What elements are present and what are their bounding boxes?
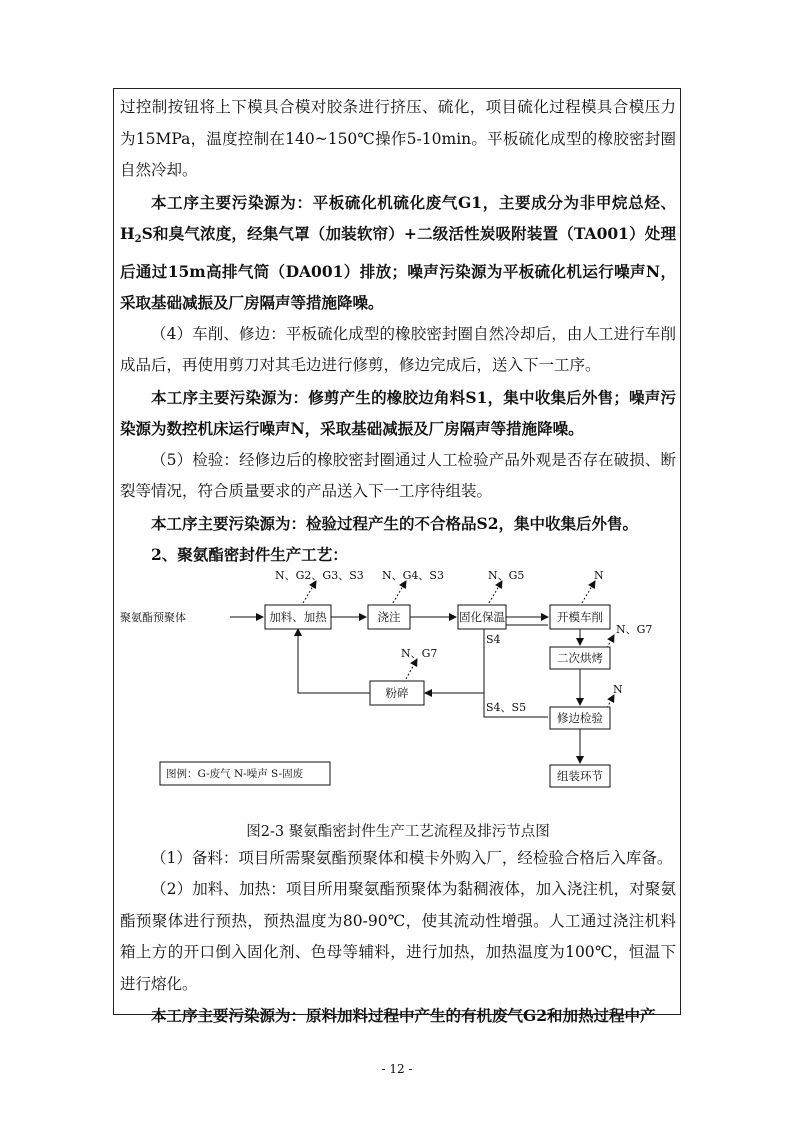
legend-text: 图例：G-废气 N-噪声 S-固废 [166, 767, 304, 780]
figure-caption: 图2-3 聚氨酯密封件生产工艺流程及排污节点图 [246, 823, 550, 840]
label-cure: 固化保温 [459, 609, 505, 624]
document-body [120, 92, 676, 1032]
paragraph-turning-pollution: 本工序主要污染源为：修剪产生的橡胶边角料S1，集中收集后外售；噪声污染源为数控机床运行噪声N，采取基础减振及厂房隔声等措施降噪。 [120, 387, 676, 438]
paragraph-feed-heat: （2）加料、加热：项目所用聚氨酯预聚体为黏稠液体，加入浇注机，对聚氨酯预聚体进行预热，预热温度为80-90℃，使其流动性增强。人工通过浇注机料箱上方的开口倒入固化剂、色母等辅料，进行加热，加热温度为100℃，恒温下进行熔化。 [120, 880, 676, 993]
label-bake: 二次烘烤 [557, 650, 603, 665]
emission-cure: N、G5 [488, 570, 525, 582]
page-number: - 12 - [381, 1062, 413, 1076]
section-heading-polyurethane: 2、聚氨酯密封件生产工艺： [151, 545, 348, 564]
label-input-prepolymer: 聚氨酯预聚体 [120, 610, 186, 624]
paragraph-hot-press-process: 过控制按钮将上下模具合模对胶条进行挤压、硫化，项目硫化过程模具合模压力为15MPa，温度控制在140~150℃操作5-10min。平板硫化成型的橡胶密封圈自然冷却。 [120, 98, 676, 179]
label-trim: 修边检验 [557, 710, 603, 725]
emission-crush: N、G7 [401, 646, 438, 660]
emission-pour: N、G4、S3 [382, 570, 444, 582]
emission-demold: N [594, 570, 604, 582]
paragraph-hot-press-pollution: 本工序主要污染源为：平板硫化机硫化废气G1，主要成分为非甲烷总烃、$H_2S$和臭气浓度，经集气罩（加装软帘）+二级活性炭吸附装置（TA001）处理后通过15m高排气筒（DA001）排放；噪声污染源为平板硫化机运行噪声N，采取基础减振及厂房隔声等措施降噪。 [120, 192, 676, 312]
emission-trim: N [613, 682, 623, 696]
emission-bake: N、G7 [616, 622, 653, 636]
paragraph-feed-heat-pollution: 本工序主要污染源为：原料加料过程中产生的有机废气G2和加热过程中产 [151, 1006, 656, 1025]
label-assembly: 组装环节 [557, 768, 603, 783]
label-crush: 粉碎 [385, 685, 409, 700]
label-pour: 浇注 [377, 609, 401, 624]
label-feed-heat: 加料、加热 [269, 609, 327, 624]
label-demold: 开模车削 [557, 609, 603, 624]
paragraph-inspection: （5）检验：经修边后的橡胶密封圈通过人工检验产品外观是否存在破损、断裂等情况，符合质量要求的产品送入下一工序待组装。 [120, 450, 676, 500]
paragraph-inspection-pollution: 本工序主要污染源为：检验过程产生的不合格品S2，集中收集后外售。 [151, 513, 638, 533]
emission-feed-heat: N、G2、G3、S3 [275, 570, 364, 582]
label-return-s4: S4 [486, 632, 501, 646]
label-return-s4s5: S4、S5 [486, 700, 527, 714]
process-flow-diagram [120, 571, 676, 821]
paragraph-turning-trimming: （4）车削、修边：平板硫化成型的橡胶密封圈自然冷却后，由人工进行车削成品后，再使用剪刀对其毛边进行修剪，修边完成后，送入下一工序。 [120, 324, 676, 374]
paragraph-material-prep: （1）备料：项目所需聚氨酯预聚体和模卡外购入厂，经检验合格后入库备。 [151, 848, 673, 867]
